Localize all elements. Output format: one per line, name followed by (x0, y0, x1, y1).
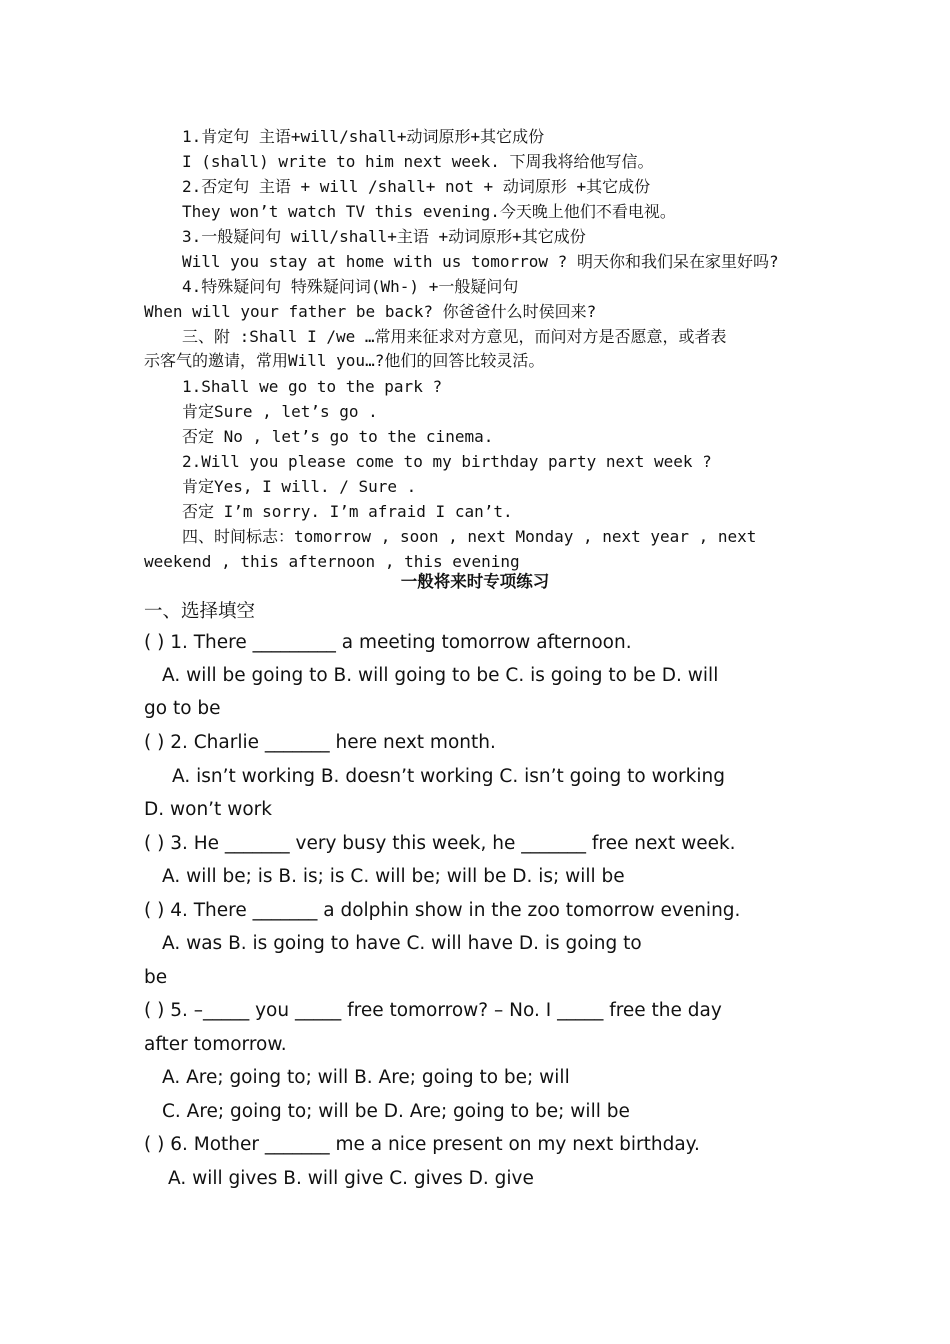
question-6: ( ) 6. Mother _______ me a nice present on my next birthday. (144, 1134, 700, 1155)
grammar-line-question: 3.一般疑问句 will/shall+主语 +动词原形+其它成份 (182, 227, 586, 246)
example-will-no: 否定 I’m sorry. I’m afraid I can’t. (182, 502, 513, 521)
grammar-example-affirmative: I (shall) write to him next week. 下周我将给他写信。 (182, 152, 654, 171)
question-1-options: A. will be going to B. will going to be C. is going to be D. will (162, 665, 719, 686)
question-3: ( ) 3. He _______ very busy this week, he _______ free next week. (144, 833, 736, 854)
question-1: ( ) 1. There _________ a meeting tomorrow afternoon. (144, 632, 632, 653)
grammar-example-question: Will you stay at home with us tomorrow ? 明天你和我们呆在家里好吗? (182, 252, 779, 271)
example-shall-no: 否定 No , let’s go to the cinema. (182, 427, 494, 446)
question-5: ( ) 5. –_____ you _____ free tomorrow? – No. I _____ free the day (144, 1000, 722, 1021)
question-6-options: A. will gives B. will give C. gives D. give (168, 1168, 534, 1189)
question-3-options: A. will be; is B. is; is C. will be; will be D. is; will be (162, 866, 625, 887)
grammar-note-shall: 三、附 :Shall I /we …常用来征求对方意见，而问对方是否愿意，或者表 (182, 327, 727, 346)
time-markers-line: 四、时间标志：tomorrow , soon , next Monday , next year , next (182, 527, 757, 546)
section-heading: 一、选择填空 (144, 601, 256, 622)
time-markers-line-cont: weekend , this afternoon , this evening (144, 552, 520, 571)
question-1-options-cont: go to be (144, 698, 221, 719)
question-5-options-cd: C. Are; going to; will be D. Are; going to be; will be (162, 1101, 630, 1122)
example-will-yes: 肯定Yes, I will. / Sure . (182, 477, 417, 496)
example-shall-yes: 肯定Sure , let’s go . (182, 402, 378, 421)
section-title: 一般将来时专项练习 (400, 572, 550, 591)
question-4-options: A. was B. is going to have C. will have D. is going to (162, 933, 642, 954)
grammar-example-wh-question: When will your father be back? 你爸爸什么时侯回来? (144, 302, 597, 321)
example-will-question: 2.Will you please come to my birthday party next week ? (182, 452, 712, 471)
question-4-options-cont: be (144, 967, 168, 988)
grammar-line-wh-question: 4.特殊疑问句 特殊疑问词(Wh-) +一般疑问句 (182, 277, 519, 296)
grammar-note-shall-cont: 示客气的邀请，常用Will you…?他们的回答比较灵活。 (144, 351, 545, 370)
question-2-options-cont: D. won’t work (144, 799, 272, 820)
question-4: ( ) 4. There _______ a dolphin show in the zoo tomorrow evening. (144, 900, 741, 921)
grammar-example-negative: They won’t watch TV this evening.今天晚上他们不看电视。 (182, 202, 676, 221)
question-2: ( ) 2. Charlie _______ here next month. (144, 732, 496, 753)
grammar-line-negative: 2.否定句 主语 + will /shall+ not + 动词原形 +其它成份 (182, 177, 651, 196)
example-shall-question: 1.Shall we go to the park ? (182, 377, 443, 396)
grammar-line-affirmative: 1.肯定句 主语+will/shall+动词原形+其它成份 (182, 127, 545, 146)
question-5-cont: after tomorrow. (144, 1034, 287, 1055)
question-5-options-ab: A. Are; going to; will B. Are; going to be; will (162, 1067, 570, 1088)
question-2-options: A. isn’t working B. doesn’t working C. isn’t going to working (172, 766, 725, 787)
